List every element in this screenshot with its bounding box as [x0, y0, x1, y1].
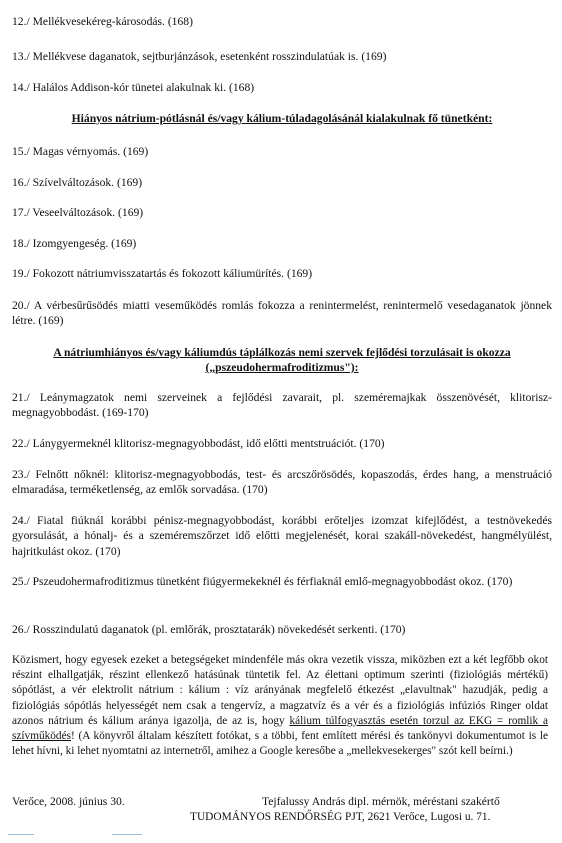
scan-edge-mark: [112, 834, 142, 835]
list-item: 20./ A vérbesűrűsödés miatti veseműködés romlás fokozza a renintermelést, renintermelő vesedaganatok jönnek létre. (169): [12, 299, 552, 328]
list-item: 13./ Mellékvese daganatok, sejtburjánzások, esetenként rosszindulatúak is. (169): [12, 50, 387, 63]
list-item: 12./ Mellékvesekéreg-károsodás. (168): [12, 15, 193, 28]
list-item: 16./ Szívelváltozások. (169): [12, 176, 143, 189]
list-item: 26./ Rosszindulatú daganatok (pl. emlőrák, prosztatarák) növekedését serkenti. (170): [12, 623, 406, 636]
scan-edge-mark: [8, 834, 34, 835]
list-item: 25./ Pszeudohermafroditizmus tünetként fiúgyermekeknél és férfiaknál emlő-megnagyobbodást okoz. (170): [12, 575, 513, 588]
list-item: 17./ Veseelváltozások. (169): [12, 206, 144, 219]
section-heading: A nátriumhiányos és/vagy káliumdús táplálkozás nemi szervek fejlődési torzulásait is okozza: [53, 346, 511, 359]
section-heading: Hiányos nátrium-pótlásnál és/vagy kálium-túladagolásánál kialakulnak fő tünetként:: [71, 112, 493, 125]
closing-text-end: ! (A könyvről általam készített fotókat, s a többi, fent említett mérési és tankönyvi dokumentumot is le lehet hívni, ki lehet nyomtatni az internetről, amihez a Google keresőbe a „mellekvesekerges" szót kell beírni.): [12, 730, 548, 758]
closing-text: Közismert, hogy egyesek ezeket a betegségeket mindenféle más okra vezetik vissza, miközben ezt a két legfőbb okot részint elhallgatják, részint ellenkező hatásúnak tüntetik fel. Az élettani optimum szerinti (fiziológiás mértékű) sópótlást, a vér elektrolit nátrium : kálium : víz arányának megfelelő étkezést „elavultnak" hazudják, pedig a fiziológiás sópótlás helyességét nem csak a tengervíz, a magzatvíz és a vér és a fiziológiás infúziós Ringer oldat azonos nátrium és kálium aránya igazolja, de az is, hogy: [12, 654, 548, 727]
list-item: 23./ Felnőtt nőknél: klitorisz-megnagyobbodás, test- és arcszőrösödés, kopaszodás, érdes hang, a menstruáció elmaradása, terméketlenség, az emlők sorvadása. (170): [12, 468, 552, 497]
closing-emphasis: kálium túlfogyasztás esetén torzul az EKG = romlik a szívműködés: [12, 714, 549, 743]
list-item: 18./ Izomgyengeség. (169): [12, 237, 137, 250]
author-signature: Tejfalussy András dipl. mérnök, méréstani szakértő: [262, 795, 500, 808]
list-item: 21./ Leánymagzatok nemi szerveinek a fejlődési zavarait, pl. szeméremajkak összenövését, klitorisz-megnagyobbodást. (169-170): [12, 391, 552, 420]
list-item: 24./ Fiatal fiúknál korábbi pénisz-megnagyobbodást, korábbi erőteljes izomzat kifejlődést, a testnövekedés gyorsulását, a hónalj- és a szeméremszőrzet idő előtti megjelenését, korai szakáll-növekedést, hangmélyülést, hajritkulást okoz. (170): [12, 514, 552, 558]
list-item: 19./ Fokozott nátriumvisszatartás és fokozott káliumürítés. (169): [12, 267, 313, 280]
place-date: Verőce, 2008. június 30.: [12, 795, 125, 808]
organization-address: TUDOMÁNYOS RENDŐRSÉG PJT, 2621 Verőce, Lugosi u. 71.: [190, 811, 491, 823]
section-heading-continued: („pszeudohermafroditizmus"):: [205, 361, 359, 374]
list-item: 22./ Lánygyermeknél klitorisz-megnagyobbodást, idő előtti mentstruációt. (170): [12, 437, 385, 450]
closing-paragraph: [12, 653, 548, 759]
list-item: 14./ Halálos Addison-kór tünetei alakulnak ki. (168): [12, 81, 255, 94]
list-item: 15./ Magas vérnyomás. (169): [12, 145, 149, 158]
